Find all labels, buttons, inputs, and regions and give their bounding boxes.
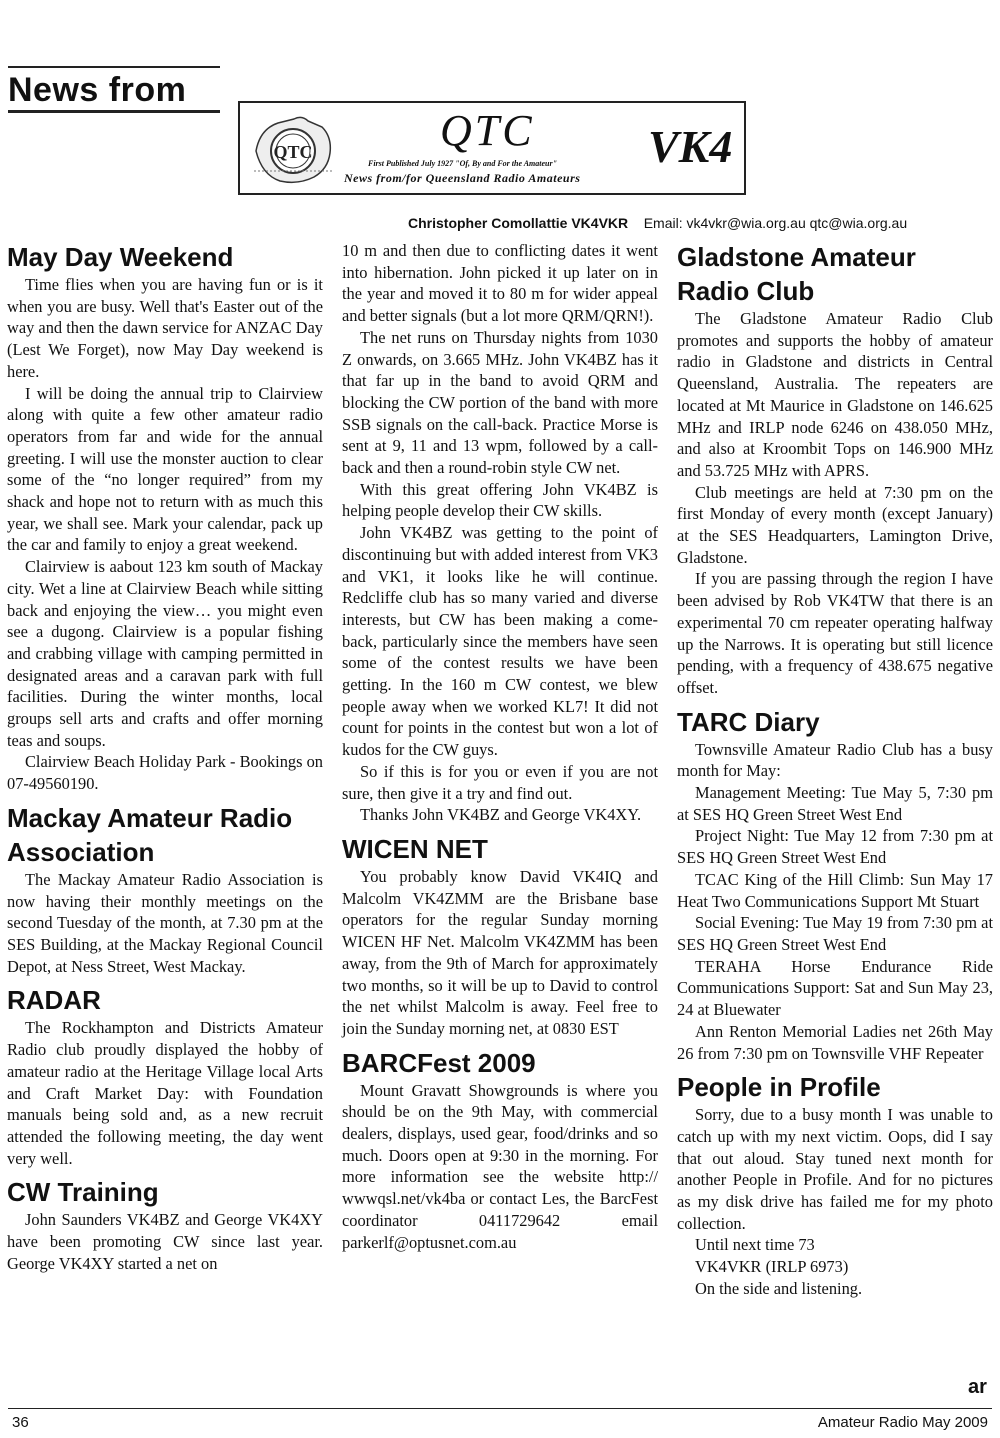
publication-name: Amateur Radio May 2009 [817, 1414, 988, 1431]
paragraph: Clairview is aabout 123 km south of Mackay city. Wet a line at Clairview Beach while sitting back and enjoying the view… you might even see a dugong. Clairview is a popular fishing and crabbing village with camping permitted in designated areas and a caravan park with full facilities. During the winter months, local groups sell arts and crafts and offer morning teas and soups. [7, 557, 323, 750]
paragraph: With this great offering John VK4BZ is helping people develop their CW skills. [342, 479, 658, 521]
qtc-logo-text: QTC [273, 142, 313, 162]
byline [408, 214, 996, 232]
paragraph: VK4VKR (IRLP 6973) [695, 1257, 849, 1277]
column-right [677, 240, 993, 1300]
paragraph: Mount Gravatt Showgrounds is where you should be on the 9th May, with commercial dealers, displays, used gear, food/drinks and so much. Doors open at 9:30 in the morning. For more information see the website http:// wwwqsl.net/vk4ba or contact Les, the BarcFest coordinator 0411729642 email parkerlf@optusnet.com.au [342, 1080, 658, 1252]
paragraph: The Rockhampton and Districts Amateur Radio club proudly displayed the hobby of amateur radio at the Heritage Village local Arts and Craft Market Day: with Foundation manuals being sold and, as a new recruit attended the following meeting, the day went very well. [7, 1018, 323, 1168]
paragraph: Club meetings are held at 7:30 pm on the first Monday of every month (except January) at the SES Headquarters, Lamington Drive, Gladstone. [677, 482, 993, 567]
qtc-name: QTC [440, 106, 535, 155]
article-section [677, 1070, 993, 1299]
section-heading: TARC Diary [677, 706, 820, 737]
article-section [342, 240, 658, 826]
paragraph: Thanks John VK4BZ and George VK4XY. [360, 805, 642, 825]
page-number: 36 [12, 1414, 29, 1431]
paragraph: 10 m and then due to conflicting dates it went into hibernation. John picked it up later on in the year and moved it to 80 m for wider appeal and better signals (but a lot more QRM/QRN!). [342, 241, 658, 326]
byline-author: Christopher Comollattie VK4VKR [408, 215, 629, 231]
paragraph: Time flies when you are having fun or is it when you are busy. Well that's Easter out of the way and then the dawn service for ANZAC Day (Lest We Forget), now May Day weekend is here. [7, 275, 323, 381]
article-section [7, 1175, 323, 1274]
byline-email: Email: vk4vkr@wia.org.au qtc@wia.org.au [643, 215, 908, 231]
paragraph: The Gladstone Amateur Radio Club promotes and supports the hobby of amateur radio in Gladstone and districts in Central Queensland, Australia. The repeaters are located at Mt Maurice in Gladstone on 146.625 MHz and IRLP node 6246 on 438.050 MHz, and also at Kroombit Tops on 146.900 MHz and 53.725 MHz with APRS. [677, 309, 993, 480]
paragraph: Ann Renton Memorial Ladies net 26th May 26 from 7:30 pm on Townsville VHF Repeater [677, 1021, 993, 1063]
paragraph: TCAC King of the Hill Climb: Sun May 17 Heat Two Communications Support Mt Stuart [677, 869, 993, 911]
paragraph: John Saunders VK4BZ and George VK4XY have been promoting CW since last year. George VK4XY started a net on [7, 1210, 323, 1273]
paragraph: The Mackay Amateur Radio Association is now having their monthly meetings on the second Tuesday of the month, at 7.30 pm at the SES Building, at the Mackay Regional Council Depot, at Ness Street, West Mackay. [7, 869, 323, 976]
section-heading: RADAR [7, 985, 101, 1016]
top-rule [8, 66, 220, 68]
article-section [7, 801, 323, 978]
qtc-banner [238, 101, 746, 195]
section-heading: BARCFest 2009 [342, 1047, 536, 1078]
paragraph: John VK4BZ was getting to the point of discontinuing but with added interest from VK3 and VK1, it looks like he will continue. Redcliffe club has so many varied and diverse interests, but CW has been making a come-back, particularly since the members have seen some of the contest results we have been getting. In the 160 m CW contest, we blew people away when we worked KL7! It did not count for points in the contest but won a lot of kudos for the CW guys. [342, 523, 658, 760]
paragraph: Project Night: Tue May 12 from 7:30 pm at SES HQ Green Street West End [677, 826, 993, 868]
paragraph: The net runs on Thursday nights from 1030 Z onwards, on 3.665 MHz. John VK4BZ has it that far up in the band to avoid QRM and blocking the CW portion of the band with more SSB signals on the call-back. Practice Morse is sent at 9, 11 and 13 wpm, followed by a call-back and then a round-robin style CW net. [342, 327, 658, 478]
footer-rule [8, 1408, 992, 1409]
paragraph: You probably know David VK4IQ and Malcolm VK4ZMM are the Brisbane base operators for the regular Sunday morning WICEN HF Net. Malcolm VK4ZMM has been away, from the 9th of March for approximately two months, so it will be up to David to control the net whilst Malcolm is away. Feel free to join the Sunday morning net, at 0830 EST [342, 866, 658, 1038]
qtc-news-line: News from/for Queensland Radio Amateurs [344, 171, 581, 185]
page-title: News from [8, 71, 187, 109]
paragraph: Clairview Beach Holiday Park - Bookings on 07-49560190. [7, 752, 323, 794]
column-middle [342, 240, 658, 1253]
section-heading: May Day Weekend [7, 242, 234, 272]
paragraph: Management Meeting: Tue May 5, 7:30 pm at SES HQ Green Street West End [677, 783, 993, 824]
paragraph: Sorry, due to a busy month I was unable to catch up with my next victim. Oops, did I say that out aloud. Stay tuned next month for another People in Profile. And for no pictures as my disk drive has failed me for my photo collection. [677, 1105, 993, 1233]
article-section [7, 240, 323, 795]
article-section [342, 832, 658, 1040]
end-mark: ar [968, 1376, 987, 1398]
article-section [7, 983, 323, 1169]
section-heading: WICEN NET [342, 833, 488, 864]
paragraph: Until next time 73 [695, 1235, 815, 1255]
qtc-first-published: First Published July 1927 "Of, By and For the Amateur" [368, 159, 558, 168]
qtc-region: VK4 [648, 121, 733, 172]
paragraph: I will be doing the annual trip to Clairview along with quite a few other amateur radio operators from far and wide for the annual greeting. I will use the monster auction to clear some of the “no longer required” from my shack and hope not to return with as much this year, we shall see. Mark your calendar, pack up the car and family to enjoy a great weekend. [7, 383, 323, 555]
paragraph: TERAHA Horse Endurance Ride Communications Support: Sat and Sun May 23, 24 at Bluewater [677, 956, 993, 1020]
section-heading: CW Training [7, 1177, 159, 1208]
article-section [342, 1046, 658, 1254]
section-heading: Gladstone Amateur Radio Club [677, 242, 916, 306]
paragraph: So if this is for you or even if you are not sure, then give it a try and find out. [342, 761, 658, 803]
section-heading: Mackay Amateur Radio Association [7, 802, 293, 867]
paragraph: If you are passing through the region I have been advised by Rob VK4TW that there is an experimental 70 cm repeater operating halfway up the Narrows. It is operating but still licence pending, with a frequency of 438.675 negative offset. [677, 569, 993, 697]
article-section [677, 240, 993, 699]
section-heading: People in Profile [677, 1072, 881, 1103]
qtc-logo [250, 111, 336, 187]
title-underline [8, 110, 220, 113]
paragraph: Social Evening: Tue May 19 from 7:30 pm at SES HQ Green Street West End [677, 913, 993, 954]
article-section [677, 705, 993, 1065]
column-left [7, 240, 323, 1274]
paragraph: On the side and listening. [695, 1278, 863, 1298]
paragraph: Townsville Amateur Radio Club has a busy month for May: [677, 739, 993, 781]
